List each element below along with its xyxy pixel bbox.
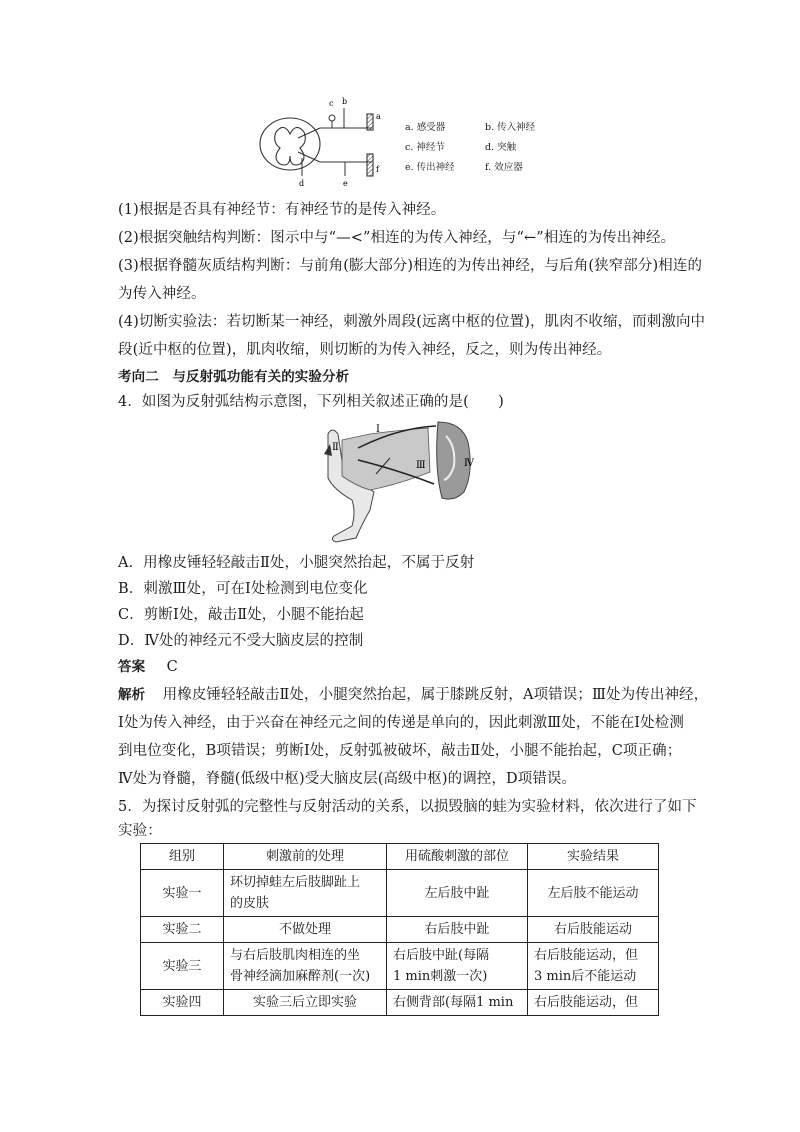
label-roman-3: Ⅲ	[416, 460, 426, 471]
table-row	[141, 870, 659, 917]
ganglion-marker	[329, 115, 335, 121]
question-5-stem: 5．为探讨反射弧的完整性与反射活动的关系，以损毁脑的蛙为实验材料，依次进行了如下	[118, 799, 697, 815]
legend-item: a. 感受器	[405, 122, 446, 133]
option-a: A．用橡皮锤轻轻敲击Ⅱ处，小腿突然抬起，不属于反射	[118, 555, 475, 571]
criterion-2: (2)根据突触结构判断：图示中与“—<”相连的为传入神经，与“←”相连的为传出神经。	[118, 230, 676, 246]
header-cell: 刺激前的处理	[224, 844, 387, 870]
group-cell: 实验一	[141, 870, 224, 917]
header-cell: 组别	[141, 844, 224, 870]
result-cell: 右后肢能运动，但 3 min后不能运动	[528, 943, 659, 990]
label-roman-1: Ⅰ	[376, 424, 380, 435]
label-a: a	[376, 112, 381, 121]
legend-item: f. 效应器	[485, 162, 523, 173]
header-cell: 实验结果	[528, 844, 659, 870]
site-cell: 右后肢中趾	[387, 917, 528, 943]
label-roman-2: Ⅱ	[332, 442, 339, 453]
label-b: b	[342, 97, 348, 106]
section-heading: 考向二 与反射弧功能有关的实验分析	[118, 369, 350, 385]
question-5-stem-cont: 实验：	[118, 823, 162, 839]
criterion-3: (3)根据脊髓灰质结构判断：与前角(膨大部分)相连的为传出神经，与后角(狭窄部分)相连的	[118, 258, 703, 274]
group-cell: 实验二	[141, 917, 224, 943]
analysis-line-4: Ⅳ处为脊髓，脊髓(低级中枢)受大脑皮层(高级中枢)的调控，D项错误。	[118, 771, 577, 787]
table-row	[141, 943, 659, 990]
treatment-cell: 环切掉蛙左后肢脚趾上 的皮肤	[224, 870, 387, 917]
label-f: f	[376, 165, 379, 174]
label-d: d	[299, 179, 305, 188]
answer-line	[118, 656, 688, 678]
option-c: C．剪断Ⅰ处，敲击Ⅱ处，小腿不能抬起	[118, 607, 364, 623]
diagram-1-legend	[405, 118, 565, 178]
criterion-4: (4)切断实验法：若切断某一神经，刺激外周段(远离中枢的位置)，肌肉不收缩，而刺激向中	[118, 314, 706, 330]
result-cell: 左后肢不能运动	[528, 870, 659, 917]
knee-reflex-diagram	[318, 414, 488, 546]
site-cell: 右后肢中趾(每隔 1 min刺激一次)	[387, 943, 528, 990]
analysis-text: 用橡皮锤轻轻敲击Ⅱ处，小腿突然抬起，属于膝跳反射，A项错误；Ⅲ处为传出神经，	[162, 687, 709, 703]
table-row	[141, 990, 659, 1016]
label-c: c	[329, 99, 334, 108]
criterion-4-cont: 段(近中枢的位置)，肌肉收缩，则切断的为传入神经，反之，则为传出神经。	[118, 342, 612, 358]
legend-item: e. 传出神经	[405, 162, 455, 173]
result-cell: 右后肢能运动，但	[528, 990, 659, 1016]
legend-item: b. 传入神经	[485, 122, 536, 133]
answer-value: C	[166, 659, 178, 675]
site-cell: 右侧背部(每隔1 min	[387, 990, 528, 1016]
treatment-cell: 实验三后立即实验	[224, 990, 387, 1016]
option-d: D．Ⅳ处的神经元不受大脑皮层的控制	[118, 633, 364, 649]
label-roman-4: Ⅳ	[464, 458, 474, 469]
analysis-line-3: 到电位变化，B项错误；剪断Ⅰ处，反射弧被破坏，敲击Ⅱ处，小腿不能抬起，C项正确；	[118, 743, 682, 759]
treatment-cell: 不做处理	[224, 917, 387, 943]
analysis-line-1	[118, 684, 709, 706]
analysis-label: 解析	[118, 687, 146, 703]
site-cell: 左后肢中趾	[387, 870, 528, 917]
label-e: e	[343, 179, 348, 188]
treatment-cell: 与右后肢肌肉相连的坐 骨神经滴加麻醉剂(一次)	[224, 943, 387, 990]
table-row	[141, 917, 659, 943]
result-cell: 右后肢能运动	[528, 917, 659, 943]
legend-item: c. 神经节	[405, 142, 445, 153]
legend-item: d. 突触	[485, 142, 517, 153]
option-b: B．刺激Ⅲ处，可在Ⅰ处检测到电位变化	[118, 581, 368, 597]
header-cell: 用硫酸刺激的部位	[387, 844, 528, 870]
answer-label: 答案	[118, 659, 146, 675]
criterion-1: (1)根据是否具有神经节：有神经节的是传入神经。	[118, 202, 446, 218]
table-header-row	[141, 844, 659, 870]
experiment-table	[140, 843, 659, 1016]
group-cell: 实验四	[141, 990, 224, 1016]
group-cell: 实验三	[141, 943, 224, 990]
criterion-3-cont: 为传入神经。	[118, 286, 206, 302]
analysis-line-2: Ⅰ处为传入神经，由于兴奋在神经元之间的传递是单向的，因此刺激Ⅲ处，不能在Ⅰ处检测	[118, 715, 684, 731]
question-4-stem: 4．如图为反射弧结构示意图，下列相关叙述正确的是( )	[118, 394, 504, 410]
